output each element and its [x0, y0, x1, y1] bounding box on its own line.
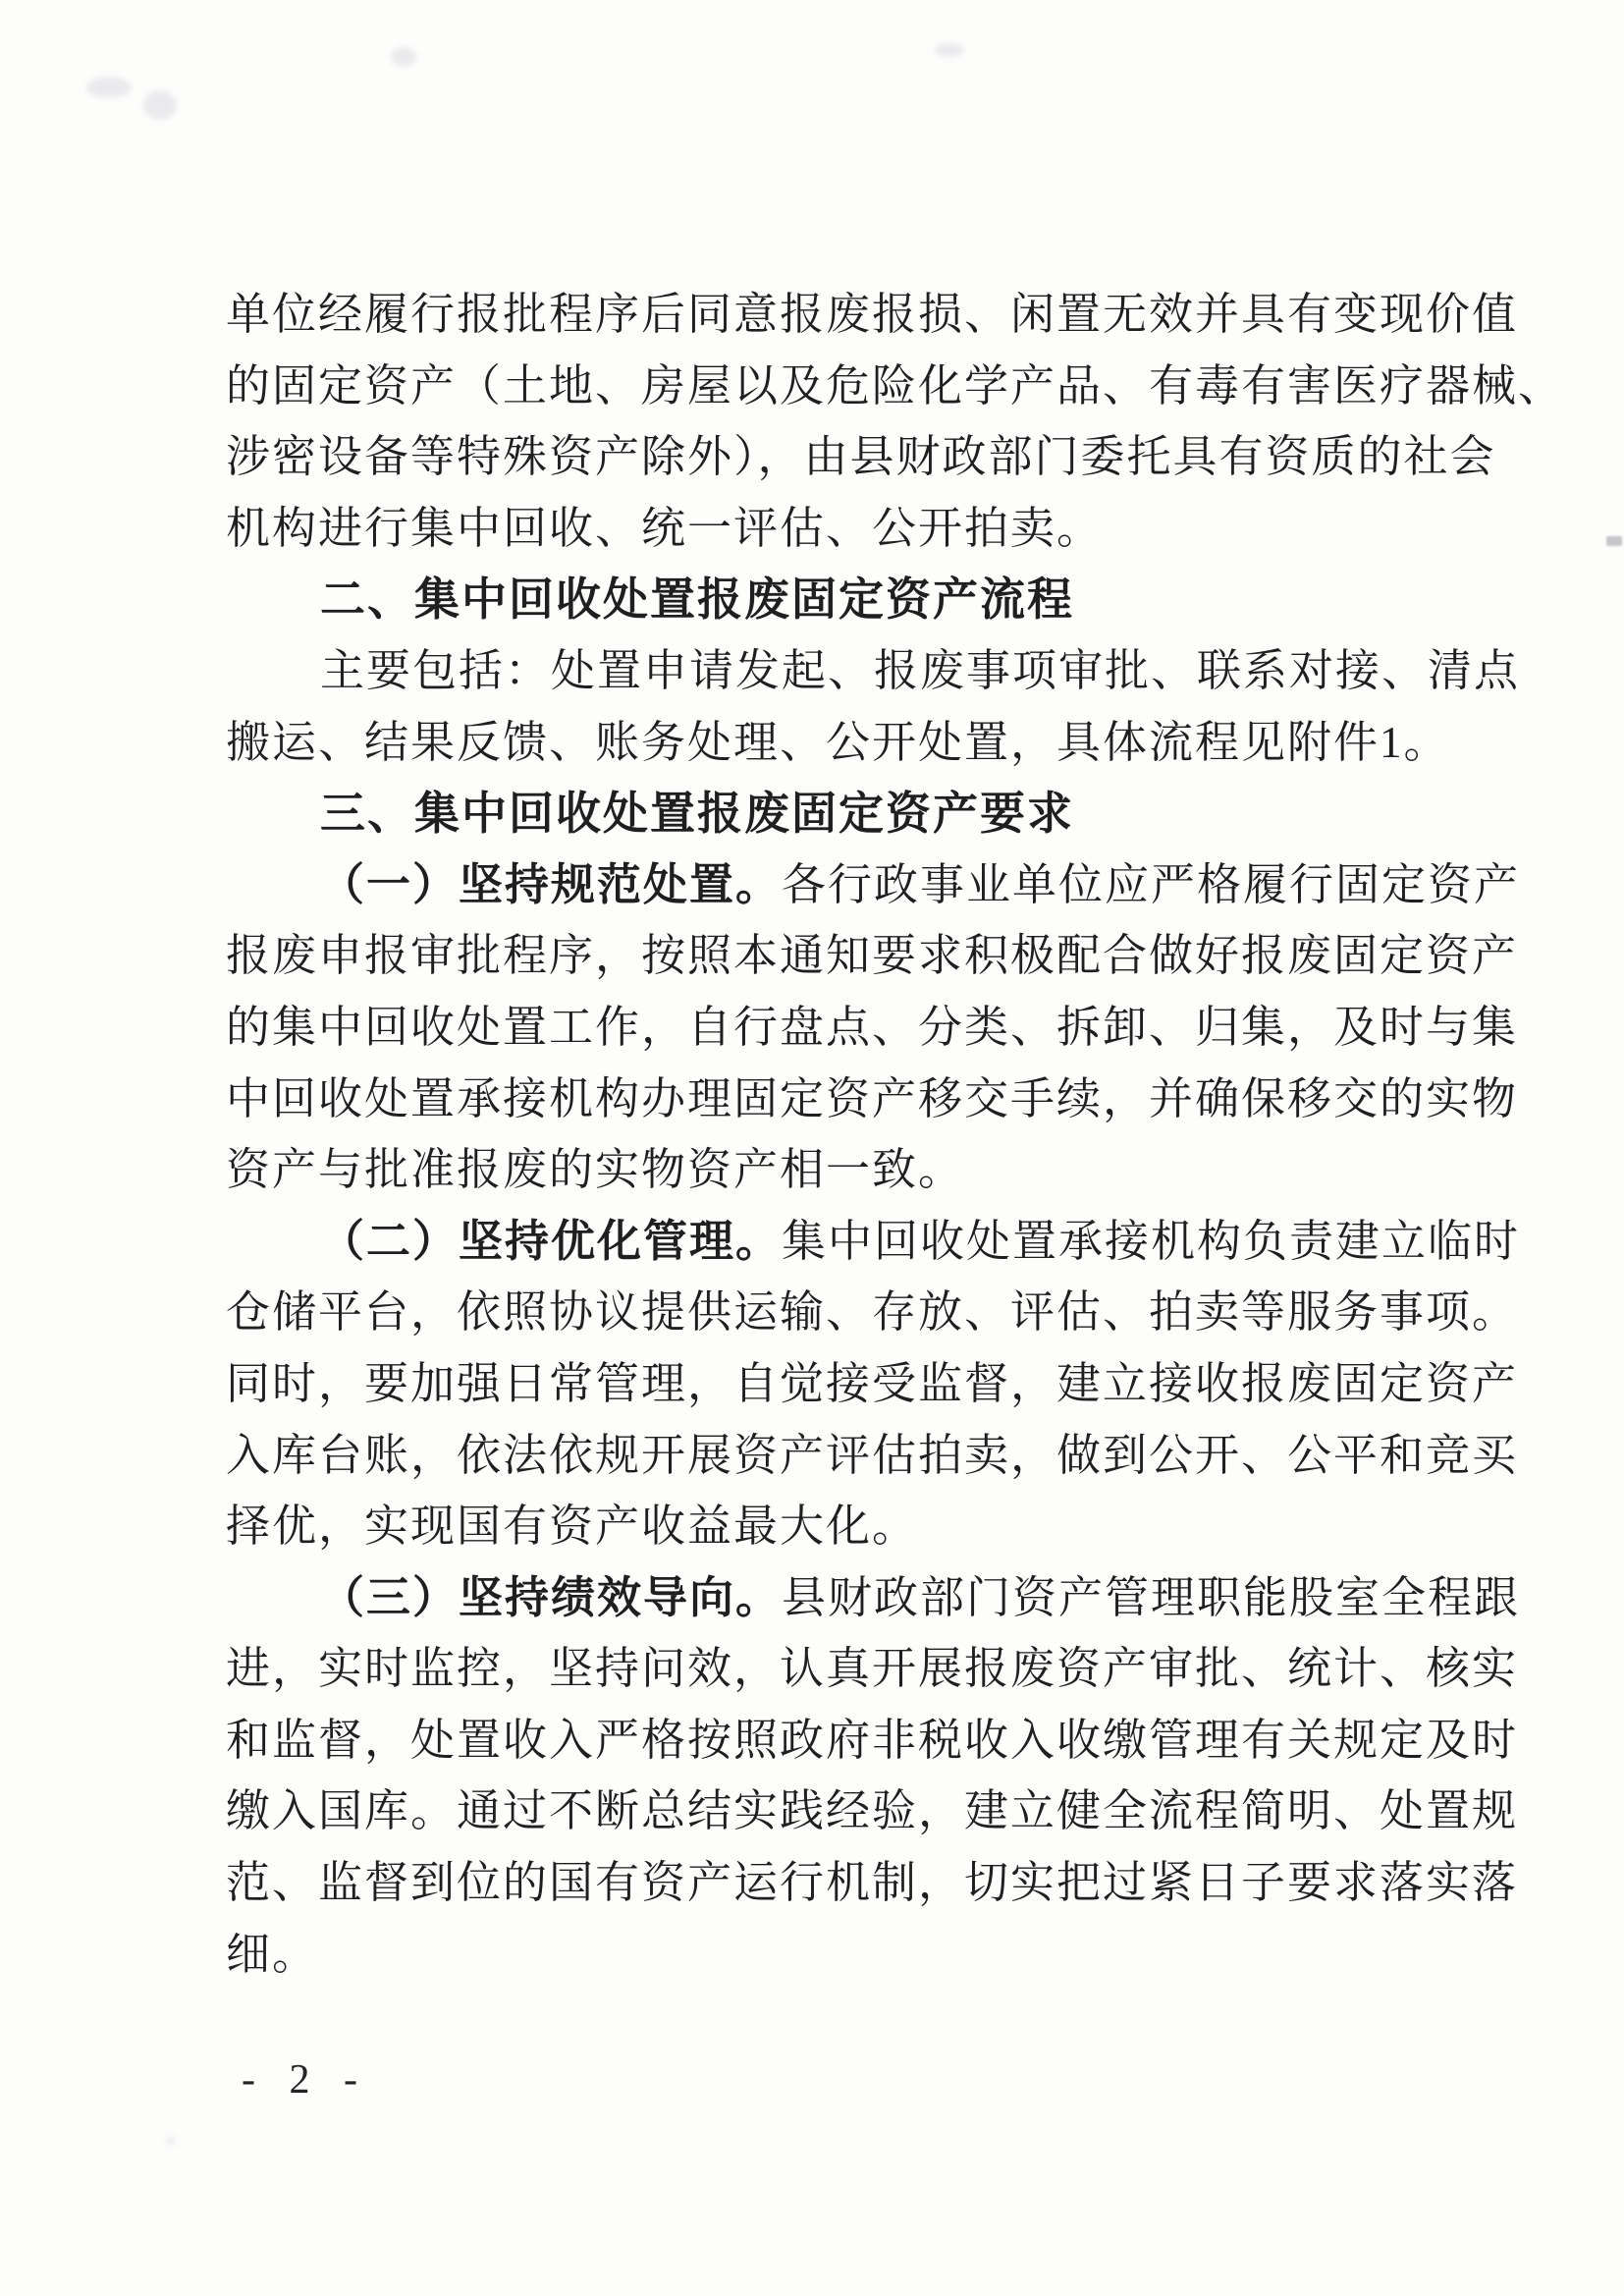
- subsection-title-one: （一）坚持规范处置。: [320, 859, 783, 909]
- scan-smudge: [143, 90, 177, 120]
- body-line: 范、监督到位的国有资产运行机制，切实把过紧日子要求落实落: [226, 1858, 1519, 1908]
- body-line: 入库台账，依法依规开展资产评估拍卖，做到公开、公平和竞买: [226, 1430, 1519, 1480]
- body-line: [226, 1562, 1561, 1634]
- body-line: 中回收处置承接机构办理固定资产移交手续，并确保移交的实物: [226, 1073, 1519, 1123]
- body-text: 县财政部门资产管理职能股室全程跟: [782, 1572, 1521, 1622]
- body-line: 同时，要加强日常管理，自觉接受监督，建立接收报废固定资产: [226, 1358, 1519, 1408]
- body-line: 细。: [226, 1929, 319, 1979]
- page-number: - 2 -: [242, 2057, 369, 2103]
- body-line: 资产与批准报废的实物资产相一致。: [226, 1145, 965, 1195]
- document-body: [226, 279, 1565, 1990]
- body-line: 报废申报审批程序，按照本通知要求积极配合做好报废固定资产: [226, 931, 1519, 981]
- body-line: 的集中回收处置工作，自行盘点、分类、拆卸、归集，及时与集: [226, 1002, 1519, 1052]
- body-line: 主要包括：处置申请发起、报废事项审批、联系对接、清点: [320, 645, 1521, 695]
- body-line: [226, 849, 1561, 921]
- section-heading-two: 二、集中回收处置报废固定资产流程: [320, 574, 1074, 626]
- subsection-title-two: （二）坚持优化管理。: [320, 1216, 783, 1266]
- body-line: 进，实时监控，坚持问效，认真开展报废资产审批、统计、核实: [226, 1644, 1519, 1694]
- body-line: 仓储平台，依照协议提供运输、存放、评估、拍卖等服务事项。: [226, 1287, 1519, 1338]
- scan-smudge: [167, 2137, 175, 2145]
- body-text: 集中回收处置承接机构负责建立临时: [782, 1216, 1521, 1266]
- body-line: 缴入国库。通过不断总结实践经验，建立健全流程简明、处置规: [226, 1786, 1519, 1836]
- body-line: 的固定资产（土地、房屋以及危险化学产品、有毒有害医疗器械、: [226, 360, 1565, 410]
- body-line: 搬运、结果反馈、账务处理、公开处置，具体流程见附件1。: [226, 717, 1450, 767]
- body-line: 涉密设备等特殊资产除外），由县财政部门委托具有资质的社会: [226, 432, 1496, 482]
- scan-smudge: [391, 47, 416, 67]
- scan-smudge: [935, 43, 964, 57]
- scan-smudge: [86, 77, 132, 98]
- body-line: 机构进行集中回收、统一评估、公开拍卖。: [226, 503, 1104, 553]
- subsection-title-three: （三）坚持绩效导向。: [320, 1572, 783, 1622]
- body-line: [226, 1206, 1561, 1278]
- body-line: 单位经履行报批程序后同意报废报损、闲置无效并具有变现价值: [226, 290, 1519, 339]
- section-heading-three: 三、集中回收处置报废固定资产要求: [320, 788, 1074, 840]
- body-line: 择优，实现国有资产收益最大化。: [226, 1502, 919, 1552]
- body-text: 各行政事业单位应严格履行固定资产: [782, 859, 1521, 909]
- scan-smudge: [1606, 536, 1622, 546]
- body-line: 和监督，处置收入严格按照政府非税收入收缴管理有关规定及时: [226, 1715, 1519, 1765]
